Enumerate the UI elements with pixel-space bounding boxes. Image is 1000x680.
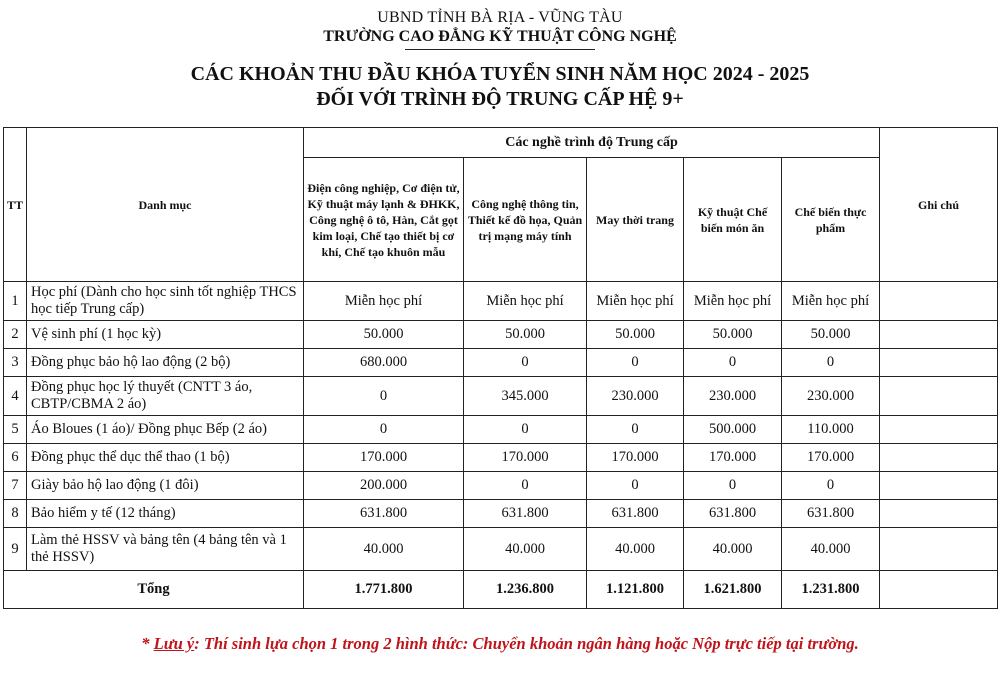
fee-table <box>3 127 998 609</box>
document-title <box>0 62 1000 112</box>
row-item: Vệ sinh phí (1 học kỳ) <box>27 321 304 349</box>
row-value: 230.000 <box>684 377 782 416</box>
row-number: 8 <box>4 500 27 528</box>
row-value: 200.000 <box>304 472 464 500</box>
organization-name: UBND TỈNH BÀ RỊA - VŨNG TÀU <box>377 9 623 26</box>
row-number: 6 <box>4 444 27 472</box>
row-value: 0 <box>464 472 587 500</box>
row-note <box>880 349 998 377</box>
row-value: 170.000 <box>464 444 587 472</box>
row-value: 50.000 <box>587 321 684 349</box>
row-note <box>880 472 998 500</box>
table-row <box>4 444 998 472</box>
title-line-2: ĐỐI VỚI TRÌNH ĐỘ TRUNG CẤP HỆ 9+ <box>316 88 684 110</box>
row-number: 7 <box>4 472 27 500</box>
table-row <box>4 416 998 444</box>
row-value: 631.800 <box>782 500 880 528</box>
row-value: 680.000 <box>304 349 464 377</box>
row-note <box>880 528 998 571</box>
note-label: Lưu ý <box>153 634 195 653</box>
row-value: 0 <box>304 416 464 444</box>
row-value: 230.000 <box>782 377 880 416</box>
row-item: Đồng phục thể dục thể thao (1 bộ) <box>27 444 304 472</box>
row-value: 40.000 <box>304 528 464 571</box>
row-value: Miễn học phí <box>684 282 782 321</box>
header-major: May thời trang <box>587 158 684 282</box>
row-value: 40.000 <box>464 528 587 571</box>
header-item: Danh mục <box>27 128 304 282</box>
header-major: Điện công nghiệp, Cơ điện tử, Kỹ thuật máy lạnh & ĐHKK, Công nghệ ô tô, Hàn, Cắt gọt kim loại, Chế tạo thiết bị cơ khí, Chế tạo khuôn mẫu <box>304 158 464 282</box>
row-value: Miễn học phí <box>464 282 587 321</box>
total-value: 1.121.800 <box>587 571 684 609</box>
row-value: 50.000 <box>684 321 782 349</box>
row-value: Miễn học phí <box>587 282 684 321</box>
row-item: Làm thẻ HSSV và bảng tên (4 bảng tên và 1 thẻ HSSV) <box>27 528 304 571</box>
table-row <box>4 528 998 571</box>
row-value: 0 <box>304 377 464 416</box>
row-note <box>880 500 998 528</box>
document-header <box>0 9 1000 112</box>
row-value: 631.800 <box>684 500 782 528</box>
row-item: Giày bảo hộ lao động (1 đôi) <box>27 472 304 500</box>
row-number: 1 <box>4 282 27 321</box>
total-label: Tổng <box>4 571 304 609</box>
row-value: 50.000 <box>304 321 464 349</box>
row-value: 110.000 <box>782 416 880 444</box>
row-item: Đồng phục học lý thuyết (CNTT 3 áo, CBTP/CBMA 2 áo) <box>27 377 304 416</box>
total-value: 1.771.800 <box>304 571 464 609</box>
row-value: 500.000 <box>684 416 782 444</box>
note-text: : Thí sinh lựa chọn 1 trong 2 hình thức: Chuyển khoản ngân hàng hoặc Nộp trực tiếp tại trường. <box>194 634 859 653</box>
row-item: Bảo hiểm y tế (12 tháng) <box>27 500 304 528</box>
row-note <box>880 416 998 444</box>
total-row <box>4 571 998 609</box>
row-value: 50.000 <box>782 321 880 349</box>
row-value: 0 <box>464 416 587 444</box>
header-major: Công nghệ thông tin, Thiết kế đồ họa, Quản trị mạng máy tính <box>464 158 587 282</box>
row-value: Miễn học phí <box>782 282 880 321</box>
title-line-1: CÁC KHOẢN THU ĐẦU KHÓA TUYỂN SINH NĂM HỌC 2024 - 2025 <box>190 63 810 85</box>
row-value: 0 <box>684 472 782 500</box>
row-value: 50.000 <box>464 321 587 349</box>
row-value: 170.000 <box>782 444 880 472</box>
row-value: 0 <box>587 416 684 444</box>
row-value: 631.800 <box>464 500 587 528</box>
school-name: TRƯỜNG CAO ĐẲNG KỸ THUẬT CÔNG NGHỆ <box>323 28 677 45</box>
row-number: 5 <box>4 416 27 444</box>
header-major: Kỹ thuật Chế biến món ăn <box>684 158 782 282</box>
row-number: 9 <box>4 528 27 571</box>
row-number: 4 <box>4 377 27 416</box>
row-number: 2 <box>4 321 27 349</box>
row-value: 0 <box>587 349 684 377</box>
total-value: 1.236.800 <box>464 571 587 609</box>
table-row <box>4 500 998 528</box>
row-value: 0 <box>782 472 880 500</box>
row-note <box>880 444 998 472</box>
row-item: Đồng phục bảo hộ lao động (2 bộ) <box>27 349 304 377</box>
row-value: Miễn học phí <box>304 282 464 321</box>
row-value: 40.000 <box>587 528 684 571</box>
header-note: Ghi chú <box>880 128 998 282</box>
header-divider <box>405 49 595 50</box>
note-prefix: * <box>141 634 154 653</box>
total-value: 1.621.800 <box>684 571 782 609</box>
header-major: Chế biến thực phẩm <box>782 158 880 282</box>
table-row <box>4 282 998 321</box>
table-row <box>4 377 998 416</box>
row-note <box>880 282 998 321</box>
row-value: 0 <box>684 349 782 377</box>
header-major-group: Các nghề trình độ Trung cấp <box>304 128 880 158</box>
row-value: 631.800 <box>587 500 684 528</box>
payment-note <box>0 634 1000 654</box>
table-row <box>4 349 998 377</box>
table-row <box>4 321 998 349</box>
row-value: 40.000 <box>782 528 880 571</box>
row-note <box>880 377 998 416</box>
row-value: 170.000 <box>587 444 684 472</box>
row-number: 3 <box>4 349 27 377</box>
row-value: 0 <box>587 472 684 500</box>
row-note <box>880 321 998 349</box>
total-value: 1.231.800 <box>782 571 880 609</box>
row-value: 631.800 <box>304 500 464 528</box>
header-tt: TT <box>4 128 27 282</box>
row-note <box>880 571 998 609</box>
row-value: 0 <box>464 349 587 377</box>
row-item: Áo Bloues (1 áo)/ Đồng phục Bếp (2 áo) <box>27 416 304 444</box>
row-value: 170.000 <box>684 444 782 472</box>
row-value: 345.000 <box>464 377 587 416</box>
row-value: 40.000 <box>684 528 782 571</box>
row-item: Học phí (Dành cho học sinh tốt nghiệp THCS học tiếp Trung cấp) <box>27 282 304 321</box>
table-row <box>4 472 998 500</box>
row-value: 230.000 <box>587 377 684 416</box>
row-value: 0 <box>782 349 880 377</box>
row-value: 170.000 <box>304 444 464 472</box>
